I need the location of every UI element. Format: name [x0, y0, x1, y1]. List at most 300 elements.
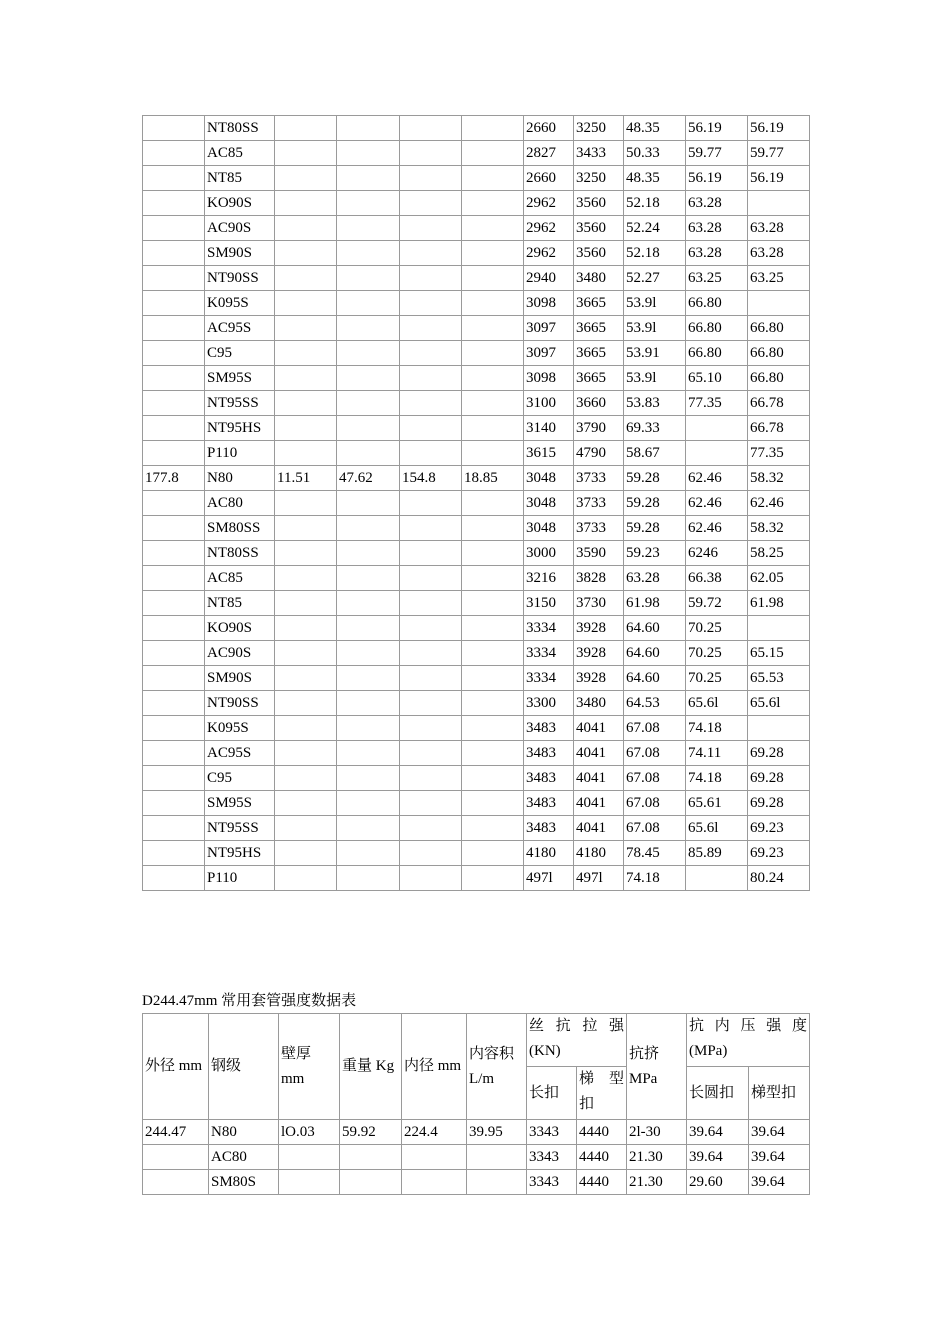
table-cell [400, 316, 462, 341]
table-cell: NT95SS [205, 391, 275, 416]
table-cell [337, 141, 400, 166]
table-cell [275, 541, 337, 566]
table-row [143, 841, 810, 866]
table-row [143, 1120, 810, 1145]
table-cell: 4440 [577, 1145, 627, 1170]
table-cell: 58.32 [748, 466, 810, 491]
table-cell: 4180 [524, 841, 574, 866]
table-cell [462, 616, 524, 641]
table-cell: 21.30 [627, 1170, 687, 1195]
table-cell [462, 491, 524, 516]
table-cell: 39.95 [467, 1120, 527, 1145]
table-cell [462, 441, 524, 466]
table-cell: 59.77 [686, 141, 748, 166]
table-row [143, 291, 810, 316]
table-cell: 3665 [574, 316, 624, 341]
table-cell: 74.18 [686, 716, 748, 741]
table-cell [462, 841, 524, 866]
table-cell: 48.35 [624, 116, 686, 141]
table-cell: 80.24 [748, 866, 810, 891]
table-cell: C95 [205, 766, 275, 791]
table-cell: 69.23 [748, 816, 810, 841]
table-cell [462, 816, 524, 841]
table-cell [337, 191, 400, 216]
table-cell [143, 591, 205, 616]
table-cell [275, 341, 337, 366]
table-cell: 63.25 [748, 266, 810, 291]
table-cell: 18.85 [462, 466, 524, 491]
table-row [143, 1145, 810, 1170]
table-cell [400, 866, 462, 891]
table-cell: 2827 [524, 141, 574, 166]
table-cell [462, 866, 524, 891]
table-cell [400, 366, 462, 391]
table-row [143, 1170, 810, 1195]
table-cell: 65.61 [686, 791, 748, 816]
table-cell: NT85 [205, 166, 275, 191]
table-cell: 62.05 [748, 566, 810, 591]
table-cell: 4041 [574, 791, 624, 816]
table-cell [275, 666, 337, 691]
table-cell [143, 1170, 209, 1195]
table-cell: NT80SS [205, 541, 275, 566]
table-cell: 56.19 [748, 116, 810, 141]
table-cell [462, 241, 524, 266]
table-cell [275, 441, 337, 466]
table-row [143, 441, 810, 466]
table-cell [400, 116, 462, 141]
table-cell [143, 866, 205, 891]
table-cell: 53.9l [624, 291, 686, 316]
header-buttress: 梯 型 扣 [577, 1067, 627, 1120]
table-cell [143, 391, 205, 416]
table-cell: 77.35 [748, 441, 810, 466]
table-cell: 65.10 [686, 366, 748, 391]
table-cell: 39.64 [687, 1145, 749, 1170]
table-row [143, 266, 810, 291]
table-cell [462, 541, 524, 566]
table-cell: 65.6l [686, 691, 748, 716]
header-weight: 重量 Kg [340, 1014, 402, 1120]
table-cell: 497l [524, 866, 574, 891]
table-cell [400, 416, 462, 441]
table-cell: SM90S [205, 666, 275, 691]
table-cell [143, 266, 205, 291]
table-cell [143, 191, 205, 216]
table-cell: 67.08 [624, 791, 686, 816]
table-cell: 3928 [574, 616, 624, 641]
table-cell [275, 691, 337, 716]
table-cell: AC95S [205, 741, 275, 766]
table-cell [275, 241, 337, 266]
table-cell: 177.8 [143, 466, 205, 491]
table-cell [275, 491, 337, 516]
table-cell [275, 741, 337, 766]
table-cell: 39.64 [749, 1170, 810, 1195]
table-cell: 3483 [524, 766, 574, 791]
table-cell: N80 [209, 1120, 279, 1145]
table-cell: 66.80 [748, 366, 810, 391]
header-wall: 壁厚 mm [279, 1014, 340, 1120]
table-cell: 69.33 [624, 416, 686, 441]
table-cell: 29.60 [687, 1170, 749, 1195]
table-caption: D244.47mm 常用套管强度数据表 [142, 993, 357, 1009]
table-cell: 3048 [524, 466, 574, 491]
table-cell [400, 591, 462, 616]
table-cell: 66.80 [686, 291, 748, 316]
table-cell [337, 666, 400, 691]
table-cell: 3560 [574, 241, 624, 266]
table-cell [275, 866, 337, 891]
table-cell: 56.19 [686, 116, 748, 141]
table-cell: 3300 [524, 691, 574, 716]
table-cell [686, 441, 748, 466]
table-row [143, 591, 810, 616]
table-row [143, 541, 810, 566]
table-row [143, 816, 810, 841]
table-cell: 4180 [574, 841, 624, 866]
table-cell [462, 741, 524, 766]
table-cell: 74.18 [624, 866, 686, 891]
table-cell: 63.28 [748, 241, 810, 266]
table-cell [400, 266, 462, 291]
table-cell [143, 516, 205, 541]
table-cell: 56.19 [686, 166, 748, 191]
table-cell: 62.46 [748, 491, 810, 516]
table-cell: 67.08 [624, 766, 686, 791]
table-cell [337, 391, 400, 416]
table-cell [337, 541, 400, 566]
table-cell: 3928 [574, 666, 624, 691]
table-cell: 2660 [524, 116, 574, 141]
table-cell [400, 166, 462, 191]
table-cell: 63.28 [686, 241, 748, 266]
table-cell [275, 516, 337, 541]
header-id: 内径 mm [402, 1014, 467, 1120]
table-cell: 497l [574, 866, 624, 891]
table-cell [337, 816, 400, 841]
table-row [143, 766, 810, 791]
table-cell: AC85 [205, 566, 275, 591]
header-tensile: 丝 抗 拉 强 (KN) [527, 1014, 627, 1067]
table-cell: 224.4 [402, 1120, 467, 1145]
table-cell: 3000 [524, 541, 574, 566]
table-cell [400, 391, 462, 416]
table-cell [143, 291, 205, 316]
table-cell: 3334 [524, 616, 574, 641]
table-cell [143, 116, 205, 141]
table-cell: 3733 [574, 466, 624, 491]
table-cell [275, 766, 337, 791]
table-cell [462, 666, 524, 691]
table-cell [275, 716, 337, 741]
table-cell [275, 366, 337, 391]
table-cell [337, 491, 400, 516]
table-cell [143, 441, 205, 466]
table-cell [340, 1145, 402, 1170]
table-cell [143, 166, 205, 191]
table-cell [462, 416, 524, 441]
table-cell: 3100 [524, 391, 574, 416]
table-cell: 52.24 [624, 216, 686, 241]
table-row [143, 491, 810, 516]
table-cell [275, 141, 337, 166]
table-cell: NT85 [205, 591, 275, 616]
table-cell: 3097 [524, 316, 574, 341]
table-cell [275, 291, 337, 316]
table-cell: 3665 [574, 341, 624, 366]
table-cell [275, 416, 337, 441]
table-cell: P110 [205, 866, 275, 891]
table-cell [275, 841, 337, 866]
table-cell [143, 766, 205, 791]
table-cell: 58.67 [624, 441, 686, 466]
table-cell: 59.72 [686, 591, 748, 616]
table-cell [143, 816, 205, 841]
table-cell: 64.60 [624, 641, 686, 666]
table-cell: 59.77 [748, 141, 810, 166]
table-cell [337, 566, 400, 591]
table-cell [462, 141, 524, 166]
table-cell [143, 316, 205, 341]
table-cell [143, 716, 205, 741]
table-cell: 3098 [524, 291, 574, 316]
table-cell [143, 741, 205, 766]
table-cell [279, 1170, 340, 1195]
table-cell [143, 366, 205, 391]
table-row [143, 716, 810, 741]
table-row [143, 141, 810, 166]
table-cell: 39.64 [749, 1145, 810, 1170]
table-cell [143, 541, 205, 566]
table-cell [340, 1170, 402, 1195]
table-cell: 4041 [574, 766, 624, 791]
table-cell [337, 416, 400, 441]
table-cell [400, 841, 462, 866]
table-cell: 78.45 [624, 841, 686, 866]
table-cell [400, 641, 462, 666]
table-cell [337, 316, 400, 341]
table-cell [275, 166, 337, 191]
table-cell [275, 216, 337, 241]
table-cell: 67.08 [624, 741, 686, 766]
table-cell: 2962 [524, 241, 574, 266]
table-cell: 3730 [574, 591, 624, 616]
table-cell: SM80S [209, 1170, 279, 1195]
table-cell: 3665 [574, 291, 624, 316]
table-cell [400, 541, 462, 566]
table-row [143, 366, 810, 391]
table-cell [748, 616, 810, 641]
table-cell: 47.62 [337, 466, 400, 491]
table-cell [337, 616, 400, 641]
table-cell [337, 691, 400, 716]
table-cell: NT90SS [205, 691, 275, 716]
table-cell [337, 366, 400, 391]
table-row [143, 666, 810, 691]
table-cell [337, 266, 400, 291]
table-row [143, 516, 810, 541]
table-cell: 3433 [574, 141, 624, 166]
table-cell [143, 141, 205, 166]
table-cell: 3483 [524, 816, 574, 841]
table-row [143, 166, 810, 191]
table-cell: 2962 [524, 191, 574, 216]
table-cell: 53.9l [624, 366, 686, 391]
table-cell: 53.83 [624, 391, 686, 416]
table-row [143, 241, 810, 266]
header-capacity: 内容积 L/m [467, 1014, 527, 1120]
table-cell [400, 516, 462, 541]
header-burst: 抗 内 压 强 度 (MPa) [687, 1014, 810, 1067]
table-cell: 64.60 [624, 666, 686, 691]
header-long-round: 长圆扣 [687, 1067, 749, 1120]
table-cell: 59.28 [624, 516, 686, 541]
table-cell: 69.28 [748, 766, 810, 791]
table-cell [462, 316, 524, 341]
table-cell: 3928 [574, 641, 624, 666]
table-cell [337, 216, 400, 241]
table-cell: 3140 [524, 416, 574, 441]
table-cell [462, 516, 524, 541]
table-cell: 66.80 [748, 341, 810, 366]
table-row [143, 641, 810, 666]
table-cell: 66.78 [748, 416, 810, 441]
table-cell: K095S [205, 291, 275, 316]
table-cell: K095S [205, 716, 275, 741]
table-cell: AC85 [205, 141, 275, 166]
table-cell: 59.23 [624, 541, 686, 566]
table-cell: 65.6l [686, 816, 748, 841]
table-cell: 3097 [524, 341, 574, 366]
table-cell: NT95HS [205, 416, 275, 441]
table-cell [337, 341, 400, 366]
table-cell [402, 1170, 467, 1195]
table-cell: 66.80 [748, 316, 810, 341]
table-cell [400, 341, 462, 366]
table-cell: 3560 [574, 191, 624, 216]
table-cell: 52.27 [624, 266, 686, 291]
table-cell [462, 191, 524, 216]
table-cell: 67.08 [624, 716, 686, 741]
table-cell: AC80 [205, 491, 275, 516]
table-cell: 59.28 [624, 491, 686, 516]
table-cell: AC90S [205, 216, 275, 241]
table-cell [400, 616, 462, 641]
table-cell [275, 641, 337, 666]
table-cell: AC80 [209, 1145, 279, 1170]
table-cell [462, 766, 524, 791]
table-cell: 64.53 [624, 691, 686, 716]
table-cell [400, 491, 462, 516]
table-cell [337, 716, 400, 741]
table-cell: 3334 [524, 641, 574, 666]
table-cell [337, 166, 400, 191]
table-cell: SM90S [205, 241, 275, 266]
table-cell: 61.98 [748, 591, 810, 616]
table-cell: 3590 [574, 541, 624, 566]
table-cell [337, 116, 400, 141]
table-cell [337, 516, 400, 541]
table-cell [400, 791, 462, 816]
table-cell: 2940 [524, 266, 574, 291]
table-cell: 11.51 [275, 466, 337, 491]
table-cell: 3660 [574, 391, 624, 416]
table-row [143, 866, 810, 891]
table-cell: 2962 [524, 216, 574, 241]
table-cell [275, 566, 337, 591]
table-cell [275, 316, 337, 341]
table-cell [143, 491, 205, 516]
table-row [143, 191, 810, 216]
table-cell: 3216 [524, 566, 574, 591]
table-cell: 66.80 [686, 316, 748, 341]
table-cell [337, 791, 400, 816]
table-cell [462, 716, 524, 741]
table-row [143, 616, 810, 641]
table-cell: 53.9l [624, 316, 686, 341]
table-cell [143, 341, 205, 366]
table-cell: 59.92 [340, 1120, 402, 1145]
table-cell: 65.6l [748, 691, 810, 716]
header-long-thread: 长扣 [527, 1067, 577, 1120]
table-cell [748, 191, 810, 216]
table-cell [467, 1145, 527, 1170]
table-cell [462, 266, 524, 291]
table-cell [400, 241, 462, 266]
table-cell: 3343 [527, 1170, 577, 1195]
table-cell [143, 1145, 209, 1170]
table-cell: 3560 [574, 216, 624, 241]
table-cell [337, 291, 400, 316]
table-cell [143, 616, 205, 641]
table-cell: SM95S [205, 791, 275, 816]
table-cell: 244.47 [143, 1120, 209, 1145]
table-cell [143, 241, 205, 266]
table-cell: 6246 [686, 541, 748, 566]
header-collapse: 抗挤 MPa [627, 1014, 687, 1120]
table-cell [275, 791, 337, 816]
table-cell: 3733 [574, 491, 624, 516]
table-cell: 65.15 [748, 641, 810, 666]
table-cell: 3334 [524, 666, 574, 691]
table-cell [748, 716, 810, 741]
d244-casing-strength-table [142, 1013, 810, 1195]
table-cell [275, 191, 337, 216]
table-cell [400, 691, 462, 716]
table-cell [462, 691, 524, 716]
table-row [143, 466, 810, 491]
table-cell: 3828 [574, 566, 624, 591]
table-cell [462, 566, 524, 591]
table-cell: 59.28 [624, 466, 686, 491]
table-cell [400, 716, 462, 741]
table-row [143, 791, 810, 816]
table-cell [462, 591, 524, 616]
table-cell: 52.18 [624, 241, 686, 266]
table-cell: N80 [205, 466, 275, 491]
table-cell [400, 141, 462, 166]
table-cell [462, 166, 524, 191]
table-cell [400, 766, 462, 791]
table-cell: 3483 [524, 741, 574, 766]
table-cell [275, 816, 337, 841]
table-cell [275, 266, 337, 291]
table-cell: 52.18 [624, 191, 686, 216]
table-cell: 2l-30 [627, 1120, 687, 1145]
table-cell: 69.28 [748, 741, 810, 766]
table-row [143, 416, 810, 441]
